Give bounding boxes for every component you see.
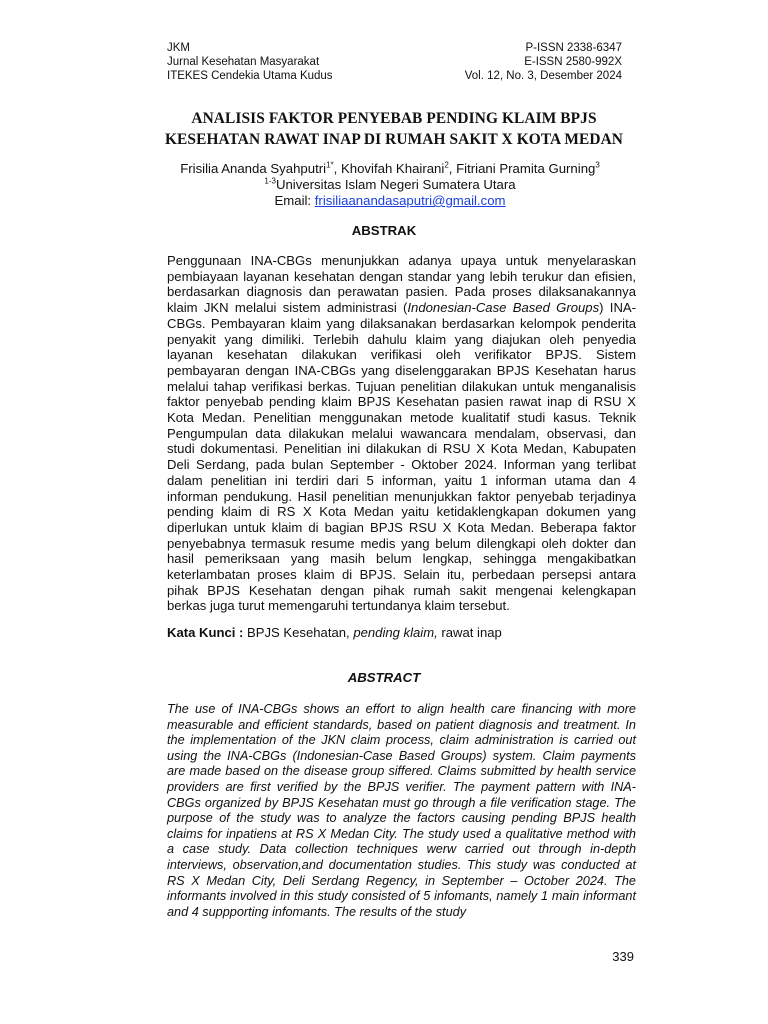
- author-names: [100, 161, 680, 177]
- journal-publisher: ITEKES Cendekia Utama Kudus: [167, 70, 333, 82]
- author-1: Frisilia Ananda Syahputri: [180, 161, 327, 176]
- abstrak-body: [167, 253, 636, 614]
- keyword-3: rawat inap: [437, 625, 502, 640]
- keywords-label: Kata Kunci :: [167, 625, 248, 640]
- journal-name: Jurnal Kesehatan Masyarakat: [167, 56, 320, 68]
- keyword-2: pending klaim,: [353, 625, 438, 640]
- abstract-body: [167, 702, 636, 920]
- abstrak-text-b: ) INA-CBGs. Pembayaran klaim yang dilaksanakan berdasarkan kelompok penderita penyakit yang dimiliki. Terlebih dahulu klaim yang diajukan oleh penyedia layanan kesehatan dilakukan verifikasi oleh verifikator BPJS. Sistem pembayaran dengan INA-CBGs yang diselenggarakan BPJS Kesehatan harus melalui tahap verifikasi berkas. Tujuan penelitian dilakukan untuk menganalisis faktor penyebab pending klaim BPJS Kesehatan pasien rawat inap di RSU X Kota Medan. Penelitian menggunakan metode kualitatif studi kasus. Teknik Pengumpulan data dilakukan melalui wawancara mendalam, observasi, dan studi dokumentasi. Penelitian ini dilakukan di RSU X Kota Medan, Kabupaten Deli Serdang, pada bulan September - Oktober 2024. Informan yang terlibat dalam penelitian ini terdiri dari 5 informan, yaitu 1 informan utama dan 4 informan pendukung. Hasil penelitian menunjukkan faktor penyebab terjadinya pending klaim di RS X Kota Medan yaitu ketidaklengkapan dokumen yang diperlukan untuk klaim di bagian BPJS RSU X Kota Medan. Beberapa faktor penyebabnya termasuk resume medis yang belum dilengkapi oleh dokter dan hasil pemeriksaan yang masih belum lengkap, sehingga mengakibatkan keterlambatan proses klaim di BPJS. Selain itu, perbedaan persepsi antara pihak BPJS Kesehatan dengan pihak rumah sakit mengenai kelengkapan berkas juga turut memengaruhi tertundanya klaim tersebut.: [167, 300, 636, 614]
- affiliation-name: Universitas Islam Negeri Sumatera Utara: [275, 177, 516, 192]
- keywords: [167, 625, 502, 640]
- author-block: [100, 161, 680, 209]
- abstrak-text-italic: Indonesian-Case Based Groups: [407, 300, 600, 316]
- journal-abbrev: JKM: [167, 42, 190, 54]
- journal-header-right: [465, 41, 622, 83]
- abstract-text: The use of INA-CBGs shows an effort to align health care financing with more measurable and efficient standards, based on patient diagnosis and treatment. In the implementation of the JKN claim process, claim administration is carried out using the INA-CBGs (Indonesian-Case Based Groups) system. Claim payments are made based on the disease group siffered. Claims submitted by health service providers are first verified by the BPJS verifier. The payment pattern with INA-CBGs organized by BPJS Kesehatan must go through a file verification stage. The purpose of the study was to analyze the factors causing pending BPJS health claims for inpatiens at RS X Medan City. The study used a qualitative method with a case study. Data collection techniques werw carried out through in-depth interviews, observation,and documentation studies. This study was conducted at RS X Medan City, Deli Serdang Regency, in September – October 2024. The informants involved in this study consisted of 5 infomants, namely 1 main informant and 4 suppporting infomants. The results of the study: [167, 702, 636, 919]
- abstrak-heading: ABSTRAK: [351, 223, 417, 238]
- email-label: Email:: [274, 193, 315, 208]
- affiliation-sup: 1-3: [264, 176, 276, 186]
- author-1-sup: 1*: [326, 160, 334, 170]
- author-3: , Fitriani Pramita Gurning: [448, 161, 596, 176]
- author-2-sup: 2: [444, 160, 449, 170]
- abstract-heading: ABSTRACT: [347, 670, 421, 685]
- affiliation: [100, 177, 680, 193]
- email-line: [100, 193, 680, 209]
- abstrak-text-a: Penggunaan INA-CBGs menunjukkan adanya upaya untuk menyelaraskan pembiayaan layanan kesehatan dengan standar yang lebih terukur dan efisien, berdasarkan diagnosis dan perawatan pasien. Pada proses dilaksanakannya klaim JKN melalui sistem administrasi (: [167, 253, 636, 316]
- journal-header-left: [167, 41, 333, 83]
- p-issn: P-ISSN 2338-6347: [525, 42, 622, 54]
- author-3-sup: 3: [595, 160, 600, 170]
- volume-issue: Vol. 12, No. 3, Desember 2024: [464, 70, 622, 82]
- title-line-2: KESEHATAN RAWAT INAP DI RUMAH SAKIT X KOTA MEDAN: [164, 131, 624, 148]
- title-line-1: ANALISIS FAKTOR PENYEBAB PENDING KLAIM BPJS: [191, 110, 597, 127]
- page-number: 339: [612, 949, 634, 964]
- email-link[interactable]: frisiliaanandasaputri@gmail.com: [314, 193, 506, 208]
- paper-title: [120, 108, 668, 150]
- author-2: , Khovifah Khairani: [333, 161, 445, 176]
- e-issn: E-ISSN 2580-992X: [524, 56, 622, 68]
- keyword-1: BPJS Kesehatan,: [247, 625, 354, 640]
